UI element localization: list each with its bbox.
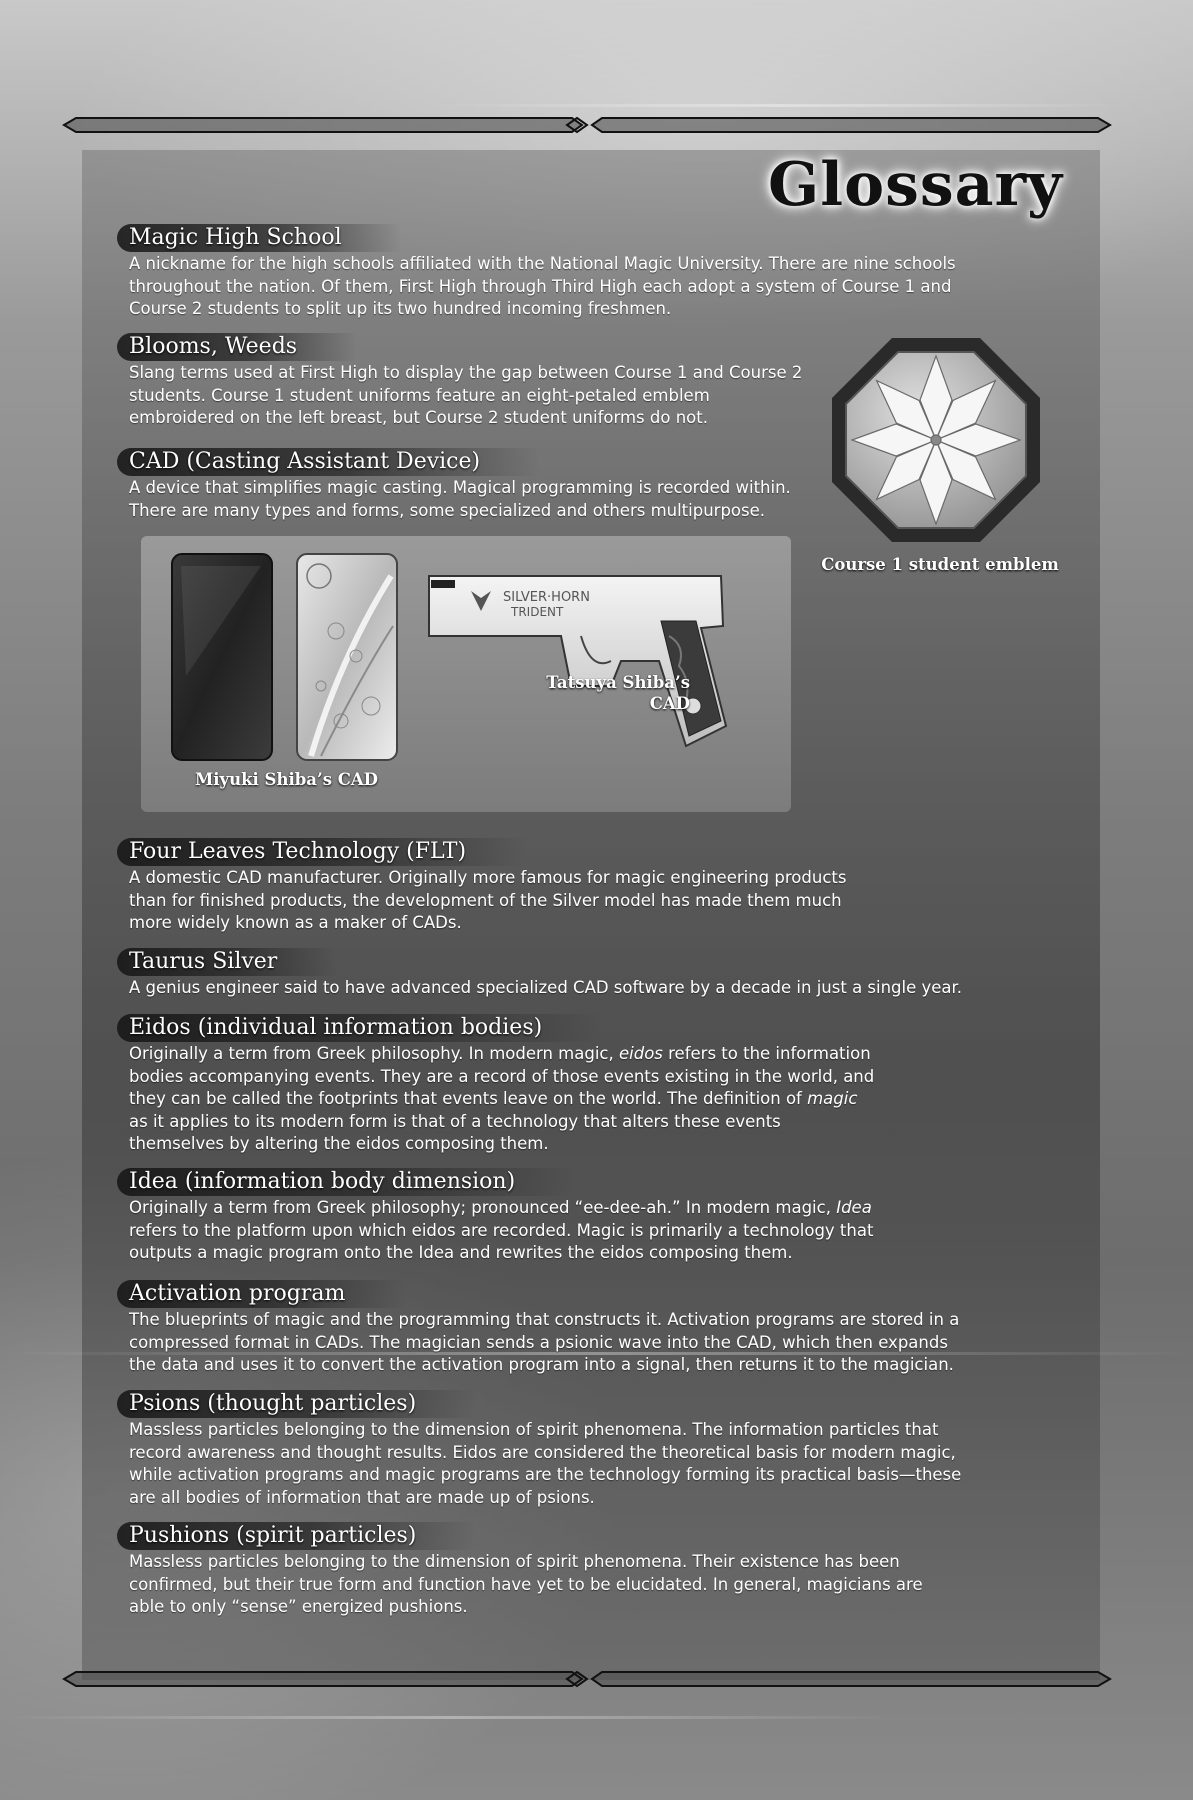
desc-text: Originally a term from Greek philosophy; pronounced “ee-dee-ah.” In modern magic, — [129, 1198, 837, 1217]
desc-text: as it applies to its modern form is that of a technology that alters these events themselves by altering the eidos composing them. — [129, 1111, 781, 1154]
tatsuya-cad-caption-line: Tatsuya Shiba’s — [546, 673, 690, 692]
glossary-entry — [117, 448, 817, 522]
glossary-description: Massless particles belonging to the dimension of spirit phenomena. Their existence has been confirmed, but their true form and function have yet to be elucidated. In general, magicians are able to only “sense” energized pushions. — [129, 1552, 923, 1617]
glossary-description: The blueprints of magic and the programming that constructs it. Activation programs are stored in a compressed format in CADs. The magician sends a psionic wave into the CAD, which then expands the data and uses it to convert the activation program into a signal, then returns it to the magician. — [129, 1310, 960, 1375]
glossary-entry — [117, 333, 817, 430]
glossary-term: CAD (Casting Assistant Device) — [117, 448, 540, 476]
glossary-entry — [117, 948, 977, 1000]
miyuki-cad-caption: Miyuki Shiba’s CAD — [195, 770, 378, 789]
top-border-ornament — [62, 112, 1112, 138]
tatsuya-cad-caption — [520, 672, 690, 714]
glossary-description: A domestic CAD manufacturer. Originally more famous for magic engineering products than for finished products, the development of the Silver model has made them much more widely known as a maker of CADs. — [129, 868, 847, 933]
glossary-term: Eidos (individual information bodies) — [117, 1014, 602, 1042]
glossary-term: Magic High School — [117, 224, 402, 252]
gun-engraving-text: SILVER·HORN — [503, 590, 590, 605]
emblem-caption: Course 1 student emblem — [821, 555, 1059, 574]
glossary-term: Activation program — [117, 1280, 405, 1308]
desc-text: refers to the information bodies accompanying events. They are a record of those events existing in the world, and they can be called the footprints that events leave on the world. The definition of — [129, 1044, 875, 1109]
glossary-entry — [117, 1522, 937, 1619]
glossary-term: Four Leaves Technology (FLT) — [117, 838, 526, 866]
glossary-entry — [117, 224, 967, 321]
glossary-term: Idea (information body dimension) — [117, 1168, 575, 1196]
light-streak — [0, 1716, 900, 1719]
desc-italic: Idea — [836, 1198, 872, 1217]
glossary-term: Taurus Silver — [117, 948, 337, 976]
glossary-description: Slang terms used at First High to display the gap between Course 1 and Course 2 students. Course 1 student uniforms feature an eight-petaled emblem embroidered on the left breast, but Course 2 student uniforms do not. — [129, 363, 803, 428]
glossary-entry — [117, 1168, 877, 1265]
gun-engraving-text: TRIDENT — [511, 605, 564, 619]
glossary-term: Pushions (spirit particles) — [117, 1522, 476, 1550]
glossary-term: Blooms, Weeds — [117, 333, 357, 361]
glossary-description — [129, 1197, 877, 1265]
glossary-entry — [117, 1014, 877, 1156]
light-streak — [430, 104, 1130, 107]
glossary-description: Massless particles belonging to the dimension of spirit phenomena. The information particles that record awareness and thought results. Eidos are considered the theoretical basis for modern magic, while activation programs and magic programs are the technology forming its practical basis—these are all bodies of information that are made up of psions. — [129, 1420, 962, 1507]
glossary-term: Psions (thought particles) — [117, 1390, 476, 1418]
tatsuya-cad-caption-line: CAD — [649, 694, 690, 713]
glossary-description: A nickname for the high schools affiliated with the National Magic University. There are nine schools throughout the nation. Of them, First High through Third High each adopt a system of Course 1 and Course 2 students to split up its two hundred incoming freshmen. — [129, 254, 956, 319]
glossary-description — [129, 1043, 877, 1156]
desc-italic: eidos — [618, 1044, 663, 1063]
glossary-entry — [117, 1390, 967, 1509]
course1-emblem — [826, 330, 1046, 580]
glossary-description: A genius engineer said to have advanced specialized CAD software by a decade in just a single year. — [129, 978, 963, 997]
glossary-entry — [117, 1280, 967, 1377]
bottom-border-ornament — [62, 1666, 1112, 1692]
desc-text: refers to the platform upon which eidos are recorded. Magic is primarily a technology that outputs a magic program onto the Idea and rewrites the eidos composing them. — [129, 1220, 874, 1263]
desc-italic: magic — [807, 1089, 858, 1109]
page-title: Glossary — [768, 150, 1063, 220]
eight-petal-emblem-icon — [826, 330, 1046, 550]
glossary-description: A device that simplifies magic casting. Magical programming is recorded within. There are many types and forms, some specialized and others multipurpose. — [129, 478, 791, 520]
desc-text: Originally a term from Greek philosophy. In modern magic, — [129, 1044, 619, 1063]
glossary-entry — [117, 838, 857, 935]
